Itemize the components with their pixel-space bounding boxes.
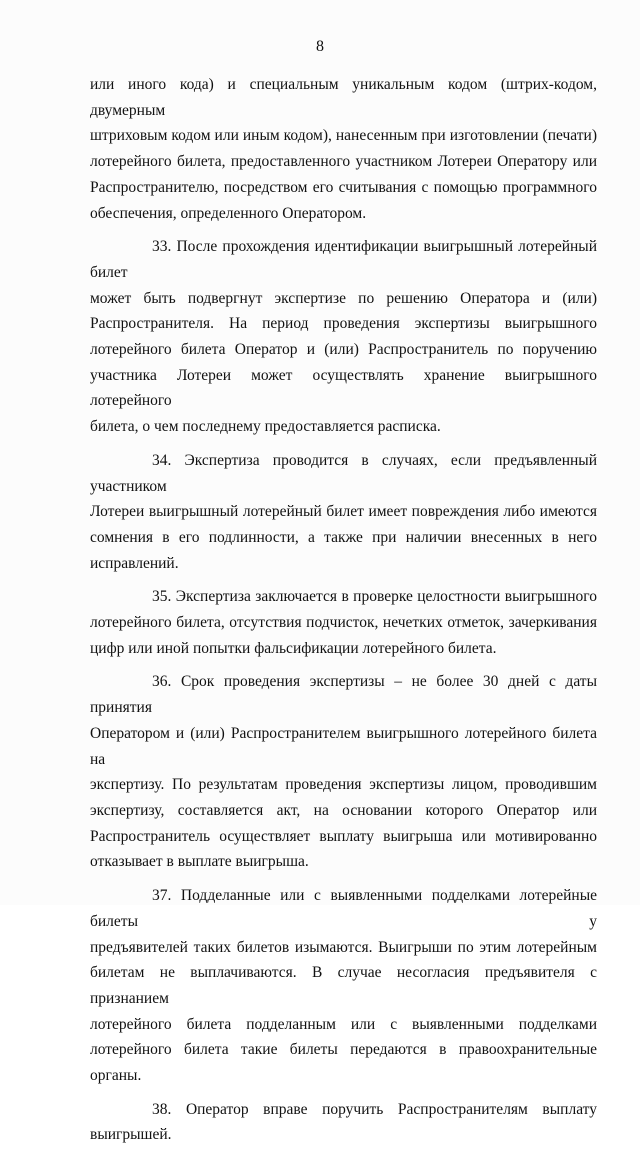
paragraph-line: предъявителей таких билетов изымаются. Выигрыши по этим лотерейным bbox=[90, 938, 597, 956]
paragraph-line: экспертизу, составляется акт, на основании которого Оператор или bbox=[90, 801, 597, 819]
paragraph bbox=[90, 669, 597, 875]
paragraph-line: лотерейного билета такие билеты передаются в правоохранительные органы. bbox=[90, 1041, 597, 1085]
paragraph-line: 34. Экспертиза проводится в случаях, если предъявленный участником bbox=[90, 451, 597, 495]
paragraph bbox=[90, 234, 597, 440]
paragraph-line: лотерейного билета, отсутствия подчисток, нечетких отметок, зачеркивания bbox=[90, 614, 597, 632]
paragraph-line: билетам не выплачиваются. В случае несогласия предъявителя с признанием bbox=[90, 964, 597, 1007]
paragraph-line: 38. Оператор вправе поручить Распространителям выплату выигрышей. bbox=[90, 1100, 597, 1144]
paragraph-line: обеспечения, определенного Оператором. bbox=[90, 204, 367, 222]
paragraph-line: 35. Экспертиза заключается в проверке целостности выигрышного bbox=[152, 588, 597, 606]
paragraph bbox=[90, 448, 597, 577]
paragraph-line: Лотереи выигрышный лотерейный билет имеет повреждения либо имеются bbox=[90, 503, 597, 521]
paragraph bbox=[90, 1097, 597, 1148]
paragraph-line: 37. Подделанные или с выявленными подделками лотерейные билеты у bbox=[90, 887, 597, 930]
paragraph-line: Распространителю, посредством его считывания с помощью программного bbox=[90, 178, 597, 196]
paragraph bbox=[90, 584, 597, 661]
paragraph-line: цифр или иной попытки фальсификации лотерейного билета. bbox=[90, 639, 497, 657]
paragraph bbox=[90, 883, 597, 1089]
paragraph-line: 36. Срок проведения экспертизы – не более 30 дней с даты принятия bbox=[90, 673, 597, 717]
paragraph-line: Распространителя. На период проведения экспертизы выигрышного bbox=[90, 315, 597, 333]
paragraph-line: участника Лотереи может осуществлять хранение выигрышного лотерейного bbox=[90, 366, 597, 410]
paragraph bbox=[90, 72, 597, 226]
paragraph-line: 33. После прохождения идентификации выигрышный лотерейный билет bbox=[90, 238, 597, 281]
page-number: 8 bbox=[316, 38, 324, 55]
document-body bbox=[90, 72, 597, 1156]
paragraph-line: исправлений. bbox=[90, 554, 179, 572]
paragraph-line: билета, о чем последнему предоставляется расписка. bbox=[90, 418, 441, 436]
paragraph-line: сомнения в его подлинности, а также при наличии внесенных в него bbox=[90, 528, 597, 546]
paragraph-line: может быть подвергнут экспертизе по решению Оператора и (или) bbox=[90, 289, 597, 307]
paragraph-line: экспертизу. По результатам проведения экспертизы лицом, проводившим bbox=[90, 776, 597, 794]
paragraph-line: штриховым кодом или иным кодом), нанесенным при изготовлении (печати) bbox=[90, 127, 597, 145]
paragraph-line: или иного кода) и специальным уникальным кодом (штрих-кодом, двумерным bbox=[90, 76, 597, 119]
paragraph-line: отказывает в выплате выигрыша. bbox=[90, 853, 309, 871]
paragraph-line: Распространитель осуществляет выплату выигрыша или мотивированно bbox=[90, 827, 597, 845]
paragraph-line: лотерейного билета, предоставленного участником Лотереи Оператору или bbox=[90, 153, 597, 171]
paragraph-line: лотерейного билета Оператор и (или) Распространитель по поручению bbox=[90, 341, 597, 359]
paragraph-line: Оператором и (или) Распространителем выигрышного лотерейного билета на bbox=[90, 724, 597, 768]
paragraph-line: лотерейного билета подделанным или с выявленными подделками bbox=[90, 1015, 597, 1033]
